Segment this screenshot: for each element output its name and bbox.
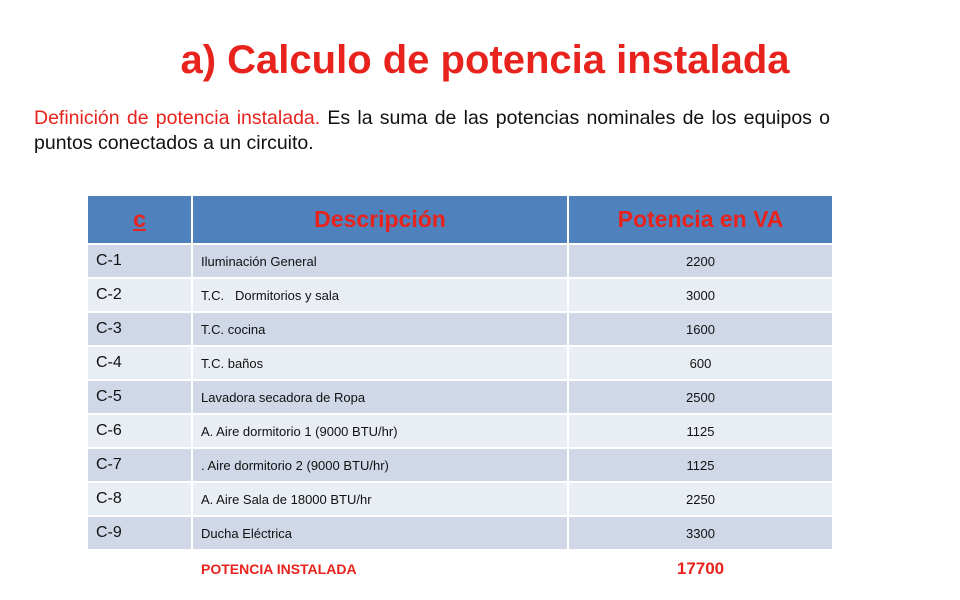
header-potencia: Potencia en VA (568, 196, 832, 244)
circuit-code: C-4 (88, 346, 192, 380)
circuit-power: 2200 (568, 244, 832, 278)
table-row (88, 346, 832, 380)
circuit-code: C-1 (88, 244, 192, 278)
table-header-row (88, 196, 832, 244)
circuit-power: 1600 (568, 312, 832, 346)
circuit-code: C-2 (88, 278, 192, 312)
circuit-description: A. Aire dormitorio 1 (9000 BTU/hr) (192, 414, 568, 448)
total-label: POTENCIA INSTALADA (192, 550, 568, 587)
circuit-code: C-8 (88, 482, 192, 516)
table-row (88, 482, 832, 516)
total-row (88, 550, 832, 587)
circuit-description: Ducha Eléctrica (192, 516, 568, 550)
power-table (88, 196, 832, 587)
intro-paragraph (34, 106, 830, 157)
table-row (88, 414, 832, 448)
table-row (88, 312, 832, 346)
circuit-description: T.C. Dormitorios y sala (192, 278, 568, 312)
circuit-description: . Aire dormitorio 2 (9000 BTU/hr) (192, 448, 568, 482)
circuit-description: Lavadora secadora de Ropa (192, 380, 568, 414)
table-row (88, 516, 832, 550)
circuit-power: 3300 (568, 516, 832, 550)
circuit-code: C-7 (88, 448, 192, 482)
circuit-code: C-9 (88, 516, 192, 550)
table-row (88, 278, 832, 312)
header-c-label: c (133, 206, 146, 232)
circuit-description: T.C. cocina (192, 312, 568, 346)
header-descripcion: Descripción (192, 196, 568, 244)
intro-lead: Definición de potencia instalada. (34, 107, 321, 129)
circuit-description: A. Aire Sala de 18000 BTU/hr (192, 482, 568, 516)
circuit-code: C-3 (88, 312, 192, 346)
circuit-description: T.C. baños (192, 346, 568, 380)
total-power: 17700 (568, 550, 832, 587)
circuit-power: 3000 (568, 278, 832, 312)
circuit-code: C-5 (88, 380, 192, 414)
circuit-power: 2250 (568, 482, 832, 516)
total-code (88, 550, 192, 587)
intro-text: Es la suma de las potencias nominales de los equipos o puntos conectados a un circuito. (34, 107, 830, 155)
table-row (88, 380, 832, 414)
circuit-power: 2500 (568, 380, 832, 414)
circuit-power: 1125 (568, 448, 832, 482)
table-row (88, 448, 832, 482)
header-c (88, 196, 192, 244)
page-title: a) Calculo de potencia instalada (180, 38, 790, 82)
circuit-description: Iluminación General (192, 244, 568, 278)
circuit-power: 600 (568, 346, 832, 380)
circuit-power: 1125 (568, 414, 832, 448)
table-row (88, 244, 832, 278)
circuit-code: C-6 (88, 414, 192, 448)
